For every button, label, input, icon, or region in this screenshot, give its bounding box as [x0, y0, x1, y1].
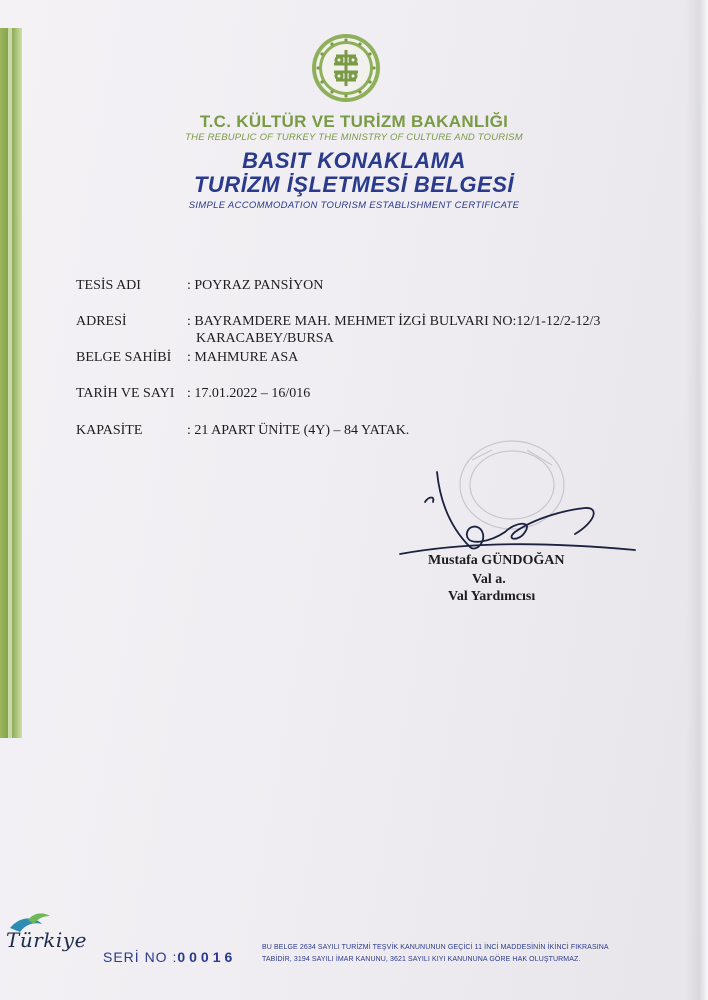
field-label: TESİS ADI [76, 278, 141, 293]
field-value: : POYRAZ PANSİYON [187, 278, 324, 293]
ministry-name: T.C. KÜLTÜR VE TURİZM BAKANLIĞI [199, 112, 509, 131]
signer-title-line2: Val Yardımcısı [448, 589, 536, 604]
certificate-title-line2: TURİZM İŞLETMESİ BELGESİ [193, 172, 514, 197]
field-label: BELGE SAHİBİ [76, 350, 172, 365]
field-label: TARİH VE SAYI [76, 386, 175, 401]
ministry-emblem-icon [306, 32, 386, 104]
footnote-line2: TABİDİR, 3194 SAYILI İMAR KANUNU, 3621 SAYILI KIYI KANUNUNA GÖRE HAK OLUŞTURMAZ. [262, 956, 581, 963]
signer-name: Mustafa GÜNDOĞAN [428, 553, 565, 568]
serial-label: SERİ NO : [103, 949, 178, 965]
ministry-name-english: THE REBUPLIC OF TURKEY THE MINISTRY OF CULTURE AND TOURISM [185, 132, 523, 143]
turkiye-logo-text: Türkiye [6, 928, 87, 952]
field-label: ADRESİ [76, 314, 127, 329]
certificate-subtitle: SIMPLE ACCOMMODATION TOURISM ESTABLISHMENT CERTIFICATE [188, 200, 520, 211]
serial-value: 00016 [177, 949, 237, 965]
serial-number [103, 949, 236, 965]
field-label: KAPASİTE [76, 423, 143, 438]
legal-footnote [262, 942, 702, 966]
footnote-line1: BU BELGE 2634 SAYILI TURİZMİ TEŞVİK KANUNUNUN GEÇİCİ 11 İNCİ MADDESİNİN İKİNCİ FIKRASINA [262, 944, 609, 951]
signer-title-line1: Val a. [472, 572, 506, 587]
field-value: : MAHMURE ASA [187, 350, 299, 365]
field-value: : 17.01.2022 – 16/016 [187, 386, 311, 401]
certificate-title-line1: BASIT KONAKLAMA [242, 148, 466, 173]
field-value: : 21 APART ÜNİTE (4Y) – 84 YATAK. [187, 423, 410, 438]
field-value: : BAYRAMDERE MAH. MEHMET İZGİ BULVARI NO:12/1-12/2-12/3 [187, 314, 601, 329]
field-value-line2: KARACABEY/BURSA [196, 331, 334, 346]
